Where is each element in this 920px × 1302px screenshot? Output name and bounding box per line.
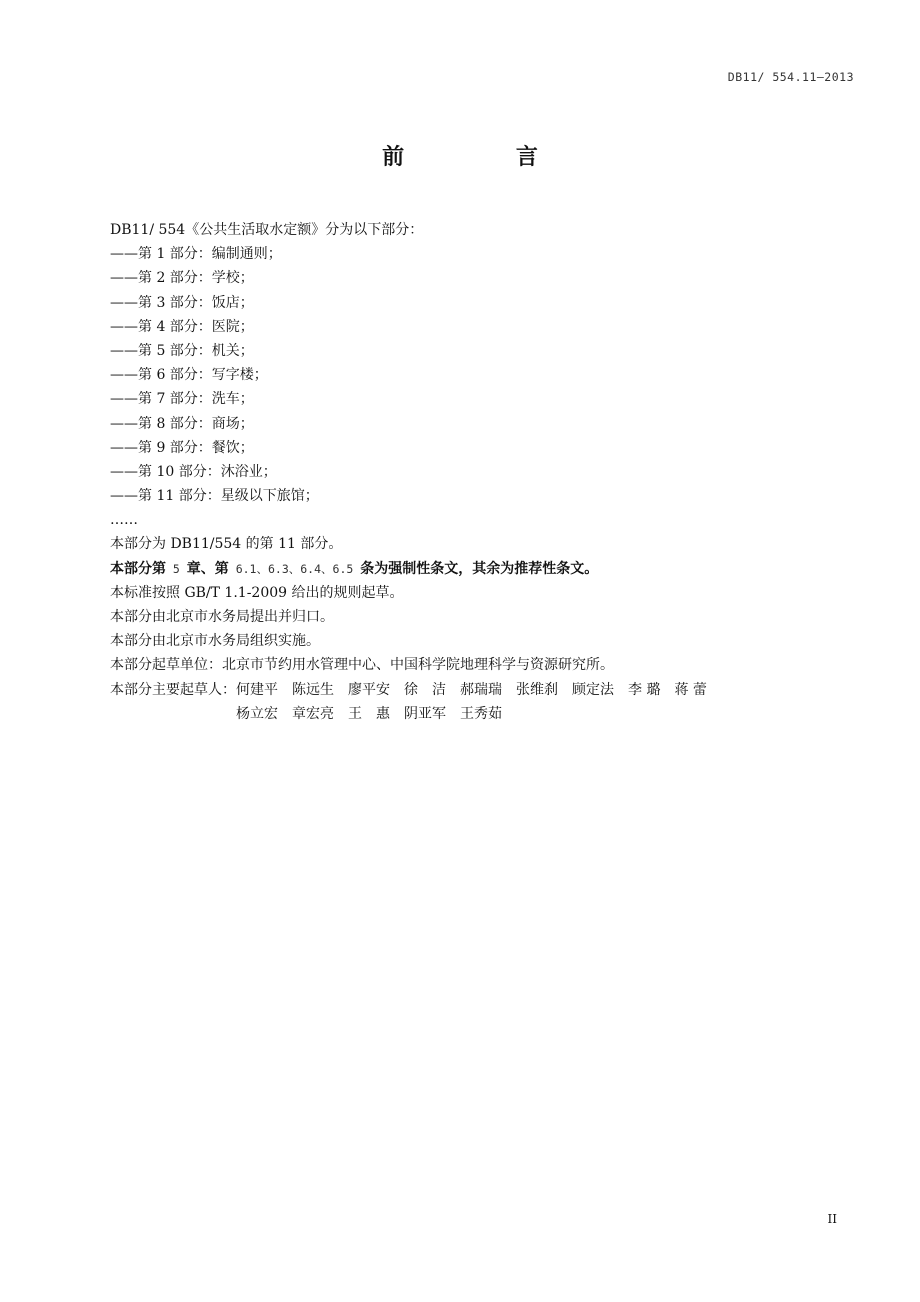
page-number: II: [827, 1212, 837, 1226]
standard-code: DB11/ 554.11—2013: [727, 70, 854, 84]
ellipsis: ……: [110, 512, 138, 529]
mandatory-chapter: 5: [166, 561, 187, 576]
list-item: ——第 6 部分：写字楼；: [110, 367, 268, 384]
list-item: ——第 10 部分：沐浴业；: [110, 463, 277, 480]
drafting-rules-statement: 本标准按照 GB/T 1.1-2009 给出的规则起草。: [110, 584, 404, 601]
this-part-statement: 本部分为 DB11/554 的第 11 部分。: [110, 536, 343, 553]
mandatory-prefix: 本部分第: [110, 560, 166, 577]
drafters-line-2: 杨立宏 章宏亮 王 惠 阴亚军 王秀茹: [236, 705, 502, 722]
mandatory-clauses: 6.1、6.3、6.4、6.5: [228, 561, 361, 576]
parts-list: [110, 242, 830, 508]
drafters-label: 本部分主要起草人：: [110, 681, 236, 698]
mandatory-mid: 章、第: [186, 560, 229, 577]
drafting-units-statement: 本部分起草单位：北京市节约用水管理中心、中国科学院地理科学与资源研究所。: [110, 657, 614, 674]
drafters-statement: [110, 678, 830, 726]
list-item: ——第 7 部分：洗车；: [110, 391, 254, 408]
organized-by-statement: 本部分由北京市水务局组织实施。: [110, 633, 320, 650]
list-item: ——第 4 部分：医院；: [110, 318, 254, 335]
list-item: ——第 9 部分：餐饮；: [110, 439, 254, 456]
list-item: ——第 3 部分：饭店；: [110, 294, 254, 311]
page-title: 前 言: [382, 145, 590, 170]
foreword-body: [110, 218, 830, 726]
drafters-names: [236, 678, 707, 726]
list-item: ——第 8 部分：商场；: [110, 415, 254, 432]
list-item: ——第 2 部分：学校；: [110, 270, 254, 287]
mandatory-clauses-statement: [110, 557, 830, 581]
proposed-by-statement: 本部分由北京市水务局提出并归口。: [110, 609, 334, 625]
mandatory-suffix: 条为强制性条文，其余为推荐性条文。: [360, 560, 599, 577]
drafters-line-1: 何建平 陈远生 廖平安 徐 洁 郝瑞瑞 张维刹 顾定法 李 璐 蒋 蕾: [236, 681, 707, 698]
list-item: ——第 11 部分：星级以下旅馆；: [110, 488, 319, 505]
parts-intro: DB11/ 554《公共生活取水定额》分为以下部分：: [110, 222, 424, 238]
list-item: ——第 5 部分：机关；: [110, 342, 254, 359]
list-item: ——第 1 部分：编制通则；: [110, 246, 282, 263]
